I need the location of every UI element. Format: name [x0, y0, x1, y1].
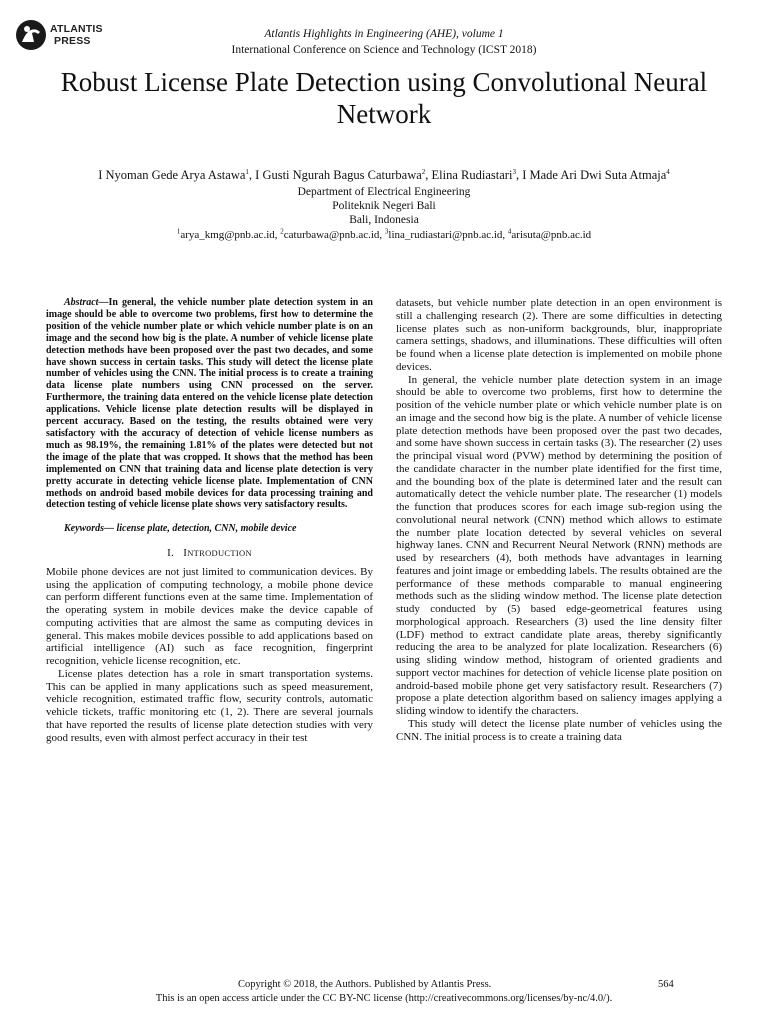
abstract-text: In general, the vehicle number plate detection system in an image should be able to overcome two problems, first how to determine the position of the vehicle number plate or which vehicle number plate is on an image and the second how big is the plate. A number of vehicle license plate detection methods have been proposed over the past two decades, and some have shown success in certain tasks. This study will detect the license plate number of vehicles using the CNN. The initial process is to create a training data license plate numbers using CNN processed on the server. Furthermore, the training data entered on the vehicle license plate detection applications. Vehicle license plate detection results will be displayed in percent accuracy. Based on the testing, the results obtained were very satisfactory with the accuracy of detection of vehicle license numbers as much as 98.19%, the remaining 1.81% of the plates were detected but not the image of the plate that was cropped. It shows that the method has been implemented on CNN that training data and license plate detection is very pretty accurate in detecting vehicle license plate. Implementation of CNN methods on android based mobile devices for data processing training and detection testing of vehicle license plate shows very satisfactory results.: [46, 297, 373, 511]
author-name: I Gusti Ngurah Bagus Caturbawa: [255, 168, 422, 182]
page-number: 564: [658, 979, 674, 990]
author-mark: 3: [512, 167, 516, 176]
author-mark: 2: [421, 167, 426, 176]
logo-line-2: PRESS: [54, 35, 91, 47]
email-list: $^1$arya_kmg@pnb.ac.id, $^2$caturbawa@pnb.ac.id, $^3$lina_rudiastari@pnb.ac.id, $^4$arisuta@pnb.ac.id: [176, 227, 592, 241]
affiliation-location: Bali, Indonesia: [349, 214, 419, 226]
author-name: Elina Rudiastari: [431, 168, 513, 182]
email-mark: 2: [280, 227, 284, 236]
keywords: Keywords— license plate, detection, CNN, mobile device: [64, 523, 297, 535]
email-mark: 3: [384, 227, 389, 236]
right-column: [396, 297, 722, 743]
left-column: [46, 297, 373, 744]
author-mark: 1: [245, 167, 249, 176]
section-title-rest: NTRODUCTION: [187, 548, 252, 559]
keywords-text: license plate, detection, CNN, mobile device: [116, 523, 297, 535]
license-notice: This is an open access article under the CC BY-NC license (http://creativecommons.org/licenses/by-nc/4.0/).: [155, 993, 613, 1004]
email-address: lina_rudiastari@pnb.ac.id: [388, 229, 503, 241]
author-name: I Made Ari Dwi Suta Atmaja: [522, 168, 667, 182]
email-address: arisuta@pnb.ac.id: [511, 229, 592, 241]
email-address: caturbawa@pnb.ac.id: [283, 229, 380, 241]
paper-title: Robust License Plate Detection using Convolutional Neural Network: [60, 67, 708, 129]
section-numeral: I.: [167, 547, 175, 560]
affiliation-institution: Politeknik Negeri Bali: [332, 200, 436, 212]
author-mark: 4: [666, 167, 670, 176]
conference-name: International Conference on Science and Technology (ICST 2018): [231, 44, 537, 56]
keywords-label: Keywords: [64, 523, 104, 535]
copyright-notice: Copyright © 2018, the Authors. Published by Atlantis Press.: [238, 979, 492, 990]
abstract-label: Abstract: [64, 297, 99, 308]
section-heading-introduction: [46, 547, 373, 560]
body-paragraph: In general, the vehicle number plate detection system in an image should be able to overcome two problems, first how to determine the position of the vehicle number plate or which vehicle number plate is on an image and the second how big is the plate. A number of vehicle license plate detection methods have been proposed over the past two decades, and some have shown success in certain tasks (3). The researcher (2) uses the principal visual word (PVW) method by determining the position of the candidate character in the number plate identified for the first time, and the bounding box of the plate is determined later and the result can automatically detect the vehicle number plate. The researcher (1) models the function that produces scores for each image sub-region using the convolutional neural network (CNN) method which allows to estimate the number plate location detected by several vehicles on several highway lanes. CNN and Recurrent Neural Network (RNN) methods are used by researchers (4), both methods have advantages in learning features and joint image or embedding labels. The results obtained are the performance of these methods comparable to manual engineering methods such as the sliding window method. The license plate detection study conducted by (5) based edge-geometrical features using morphological approach. Researchers (3) used the line density filter (LDF) method to extract candidate plate areas, thereby significantly reducing the area to be analyzed for plate localization. Researchers (6) using sliding window method, histogram of oriented gradients and support vector machines for detection of vehicle license plate position on android-based mobile phone get very satisfactory result. Researchers (7) propose a plate detection algorithm based on saliency images applying a sliding window to identify the characters.: [396, 373, 722, 717]
email-mark: 4: [507, 227, 512, 236]
body-paragraph: License plates detection has a role in smart transportation systems. This can be applied in many applications such as speed measurement, vehicle recognition, estimated traffic flow, security controls, automatic vehicle tickets, traffic monitoring etc (1, 2). There are several journals that have reported the results of license plate detection studies with very good results, even with almost perfect accuracy in their test: [46, 667, 373, 744]
author-list: I Nyoman Gede Arya Astawa$^1$, I Gusti Ngurah Bagus Caturbawa$^2$, Elina Rudiastari$^3$, I Made Ari Dwi Suta Atmaja$^4$: [98, 167, 670, 182]
email-mark: 1: [176, 227, 181, 236]
author-name: I Nyoman Gede Arya Astawa: [98, 168, 246, 182]
body-paragraph: datasets, but vehicle number plate detection in an open environment is still a challenging research (2). There are some difficulties in detecting license plates such as non-uniform backgrounds, blur, inappropriate camera settings, shadows, and illuminations. These difficulties will often be found when a license plate detection is implemented on mobile phone devices.: [396, 297, 722, 373]
section-title-initial: I: [183, 547, 188, 560]
affiliation-department: Department of Electrical Engineering: [297, 186, 471, 198]
email-address: arya_kmg@pnb.ac.id: [180, 229, 275, 241]
logo-line-1: ATLANTIS: [50, 23, 103, 35]
body-paragraph: This study will detect the license plate number of vehicles using the CNN. The initial process is to create a training data: [396, 717, 722, 743]
journal-name: Atlantis Highlights in Engineering (AHE), volume 1: [264, 28, 504, 40]
abstract: Abstract—In general, the vehicle number plate detection system in an image should be able to overcome two problems, first how to determine the position of the vehicle number plate or which vehicle number plate is on an image and the second how big is the plate. A number of vehicle license plate detection methods have been proposed over the past two decades, and some have shown success in certain tasks. This study will detect the license plate number of vehicles using the CNN. The initial process is to create a training data license plate numbers using CNN processed on the server. Furthermore, the training data entered on the vehicle license plate detection applications. Vehicle license plate detection results will be displayed in percent accuracy. Based on the testing, the results obtained were very satisfactory with the accuracy of detection of vehicle license numbers as much as 98.19%, the remaining 1.81% of the plates were detected but not the image of the plate that was cropped. It shows that the method has been implemented on CNN that training data and license plate detection is very pretty accurate in detecting vehicle license plate. Implementation of CNN methods on android based mobile devices for data processing training and detection testing of vehicle license plate shows very satisfactory results.: [46, 297, 373, 511]
body-paragraph: Mobile phone devices are not just limited to communication devices. By using the application of computing technology, a mobile phone device can perform different functions even at the same time. Implementation of the operating system in mobile devices make the device capable of computing activities that are almost the same as computing devices in general. This makes mobile devices possible to add applications based on artificial intelligence (AI) such as face recognition, fingerprint recognition, vehicle license recognition, etc.: [46, 565, 373, 668]
